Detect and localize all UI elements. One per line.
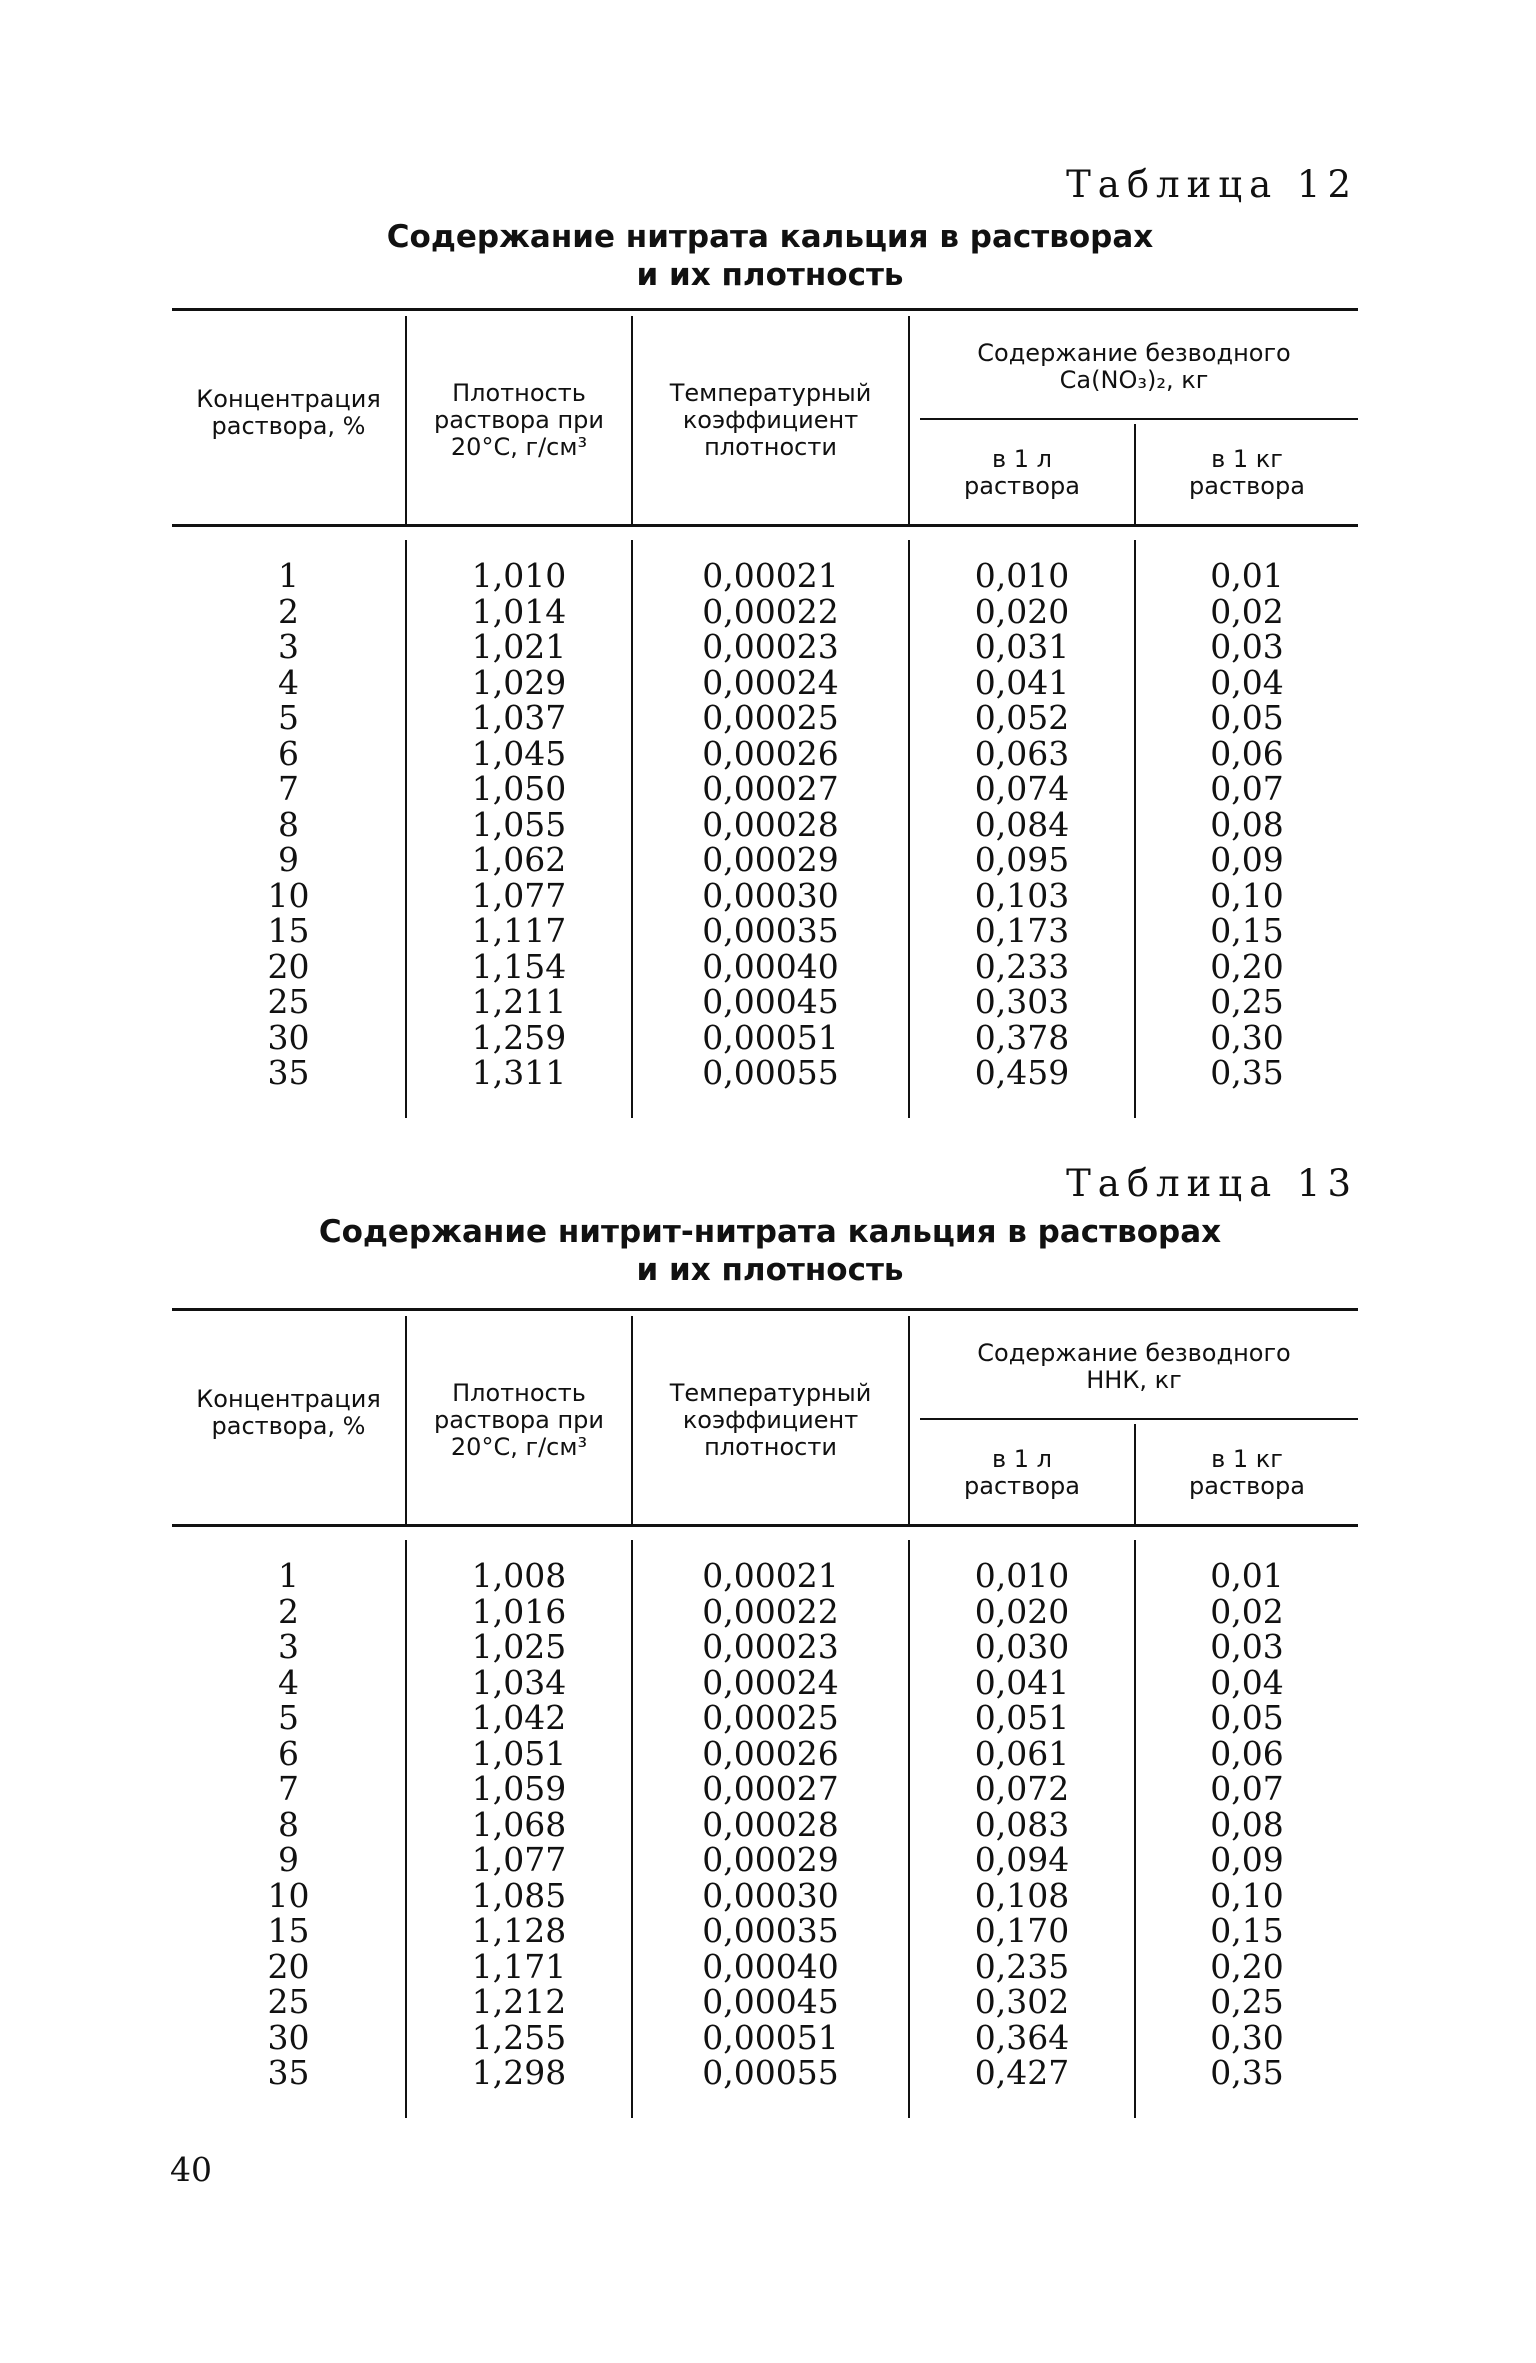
header-temp-coef: Температурный коэффициент плотности bbox=[669, 379, 872, 461]
table-cell: 15 bbox=[267, 1911, 310, 1950]
subheader-rule bbox=[920, 418, 1358, 420]
table-cell: 2 bbox=[278, 1591, 299, 1631]
table-cell: 0,03 bbox=[1210, 1627, 1284, 1666]
table-cell: 9 bbox=[278, 840, 299, 879]
table-cell: 0,30 bbox=[1210, 2017, 1284, 2057]
table-cell: 35 bbox=[267, 1053, 310, 1092]
table-cell: 0,235 bbox=[974, 1946, 1070, 1986]
table-cell: 0,170 bbox=[974, 1911, 1070, 1950]
table-cell: 1,068 bbox=[471, 1804, 567, 1844]
table-cell: 0,00027 bbox=[702, 1769, 839, 1808]
header-content-group: Содержание безводного Ca(NO₃)₂, кг bbox=[977, 339, 1291, 394]
table-cell: 0,00030 bbox=[702, 1875, 839, 1915]
table-cell: 1,042 bbox=[471, 1698, 567, 1737]
table-cell: 10 bbox=[267, 875, 310, 915]
density-table bbox=[172, 1308, 1358, 2178]
table-cell: 1,062 bbox=[471, 840, 567, 879]
table-cell: 1,171 bbox=[471, 1946, 567, 1986]
column-concentration bbox=[172, 1558, 405, 2091]
table-number-label: Таблица 12 bbox=[1066, 163, 1358, 206]
table-cell: 5 bbox=[278, 1698, 299, 1737]
density-table bbox=[172, 308, 1358, 1178]
table-cell: 1,077 bbox=[471, 1840, 567, 1879]
table-cell: 0,459 bbox=[974, 1053, 1070, 1092]
table-cell: 0,20 bbox=[1210, 946, 1284, 986]
table-cell: 0,09 bbox=[1210, 840, 1284, 879]
table-cell: 0,303 bbox=[974, 982, 1070, 1021]
table-cell: 0,09 bbox=[1210, 1840, 1284, 1879]
table-cell: 0,010 bbox=[974, 556, 1070, 595]
table-cell: 0,061 bbox=[974, 1733, 1070, 1773]
table-cell: 0,094 bbox=[974, 1840, 1070, 1879]
table-cell: 0,020 bbox=[974, 1591, 1070, 1631]
table-cell: 0,03 bbox=[1210, 627, 1284, 666]
table-cell: 0,00035 bbox=[702, 1911, 839, 1950]
table-cell: 0,00029 bbox=[702, 840, 839, 879]
table-cell: 0,00028 bbox=[702, 1804, 839, 1844]
table-cell: 10 bbox=[267, 1875, 310, 1915]
table-cell: 30 bbox=[267, 1017, 310, 1057]
table-cell: 1,045 bbox=[471, 733, 567, 773]
table-cell: 1,255 bbox=[471, 2017, 567, 2057]
table-cell: 1,037 bbox=[471, 698, 567, 737]
header-per-kg: в 1 кг раствора bbox=[1189, 1445, 1305, 1500]
table-cell: 0,00051 bbox=[702, 2017, 839, 2057]
table-cell: 0,01 bbox=[1210, 1556, 1284, 1595]
table-cell: 0,25 bbox=[1210, 982, 1284, 1021]
table-cell: 0,364 bbox=[974, 2017, 1070, 2057]
table-cell: 1,117 bbox=[471, 911, 567, 950]
subheader-rule bbox=[920, 1418, 1358, 1420]
table-cell: 1,212 bbox=[471, 1982, 567, 2021]
page-number: 40 bbox=[170, 2150, 212, 2189]
table-cell: 0,041 bbox=[974, 1662, 1070, 1702]
table-cell: 1,025 bbox=[471, 1627, 567, 1666]
table-cell: 0,302 bbox=[974, 1982, 1070, 2021]
table-cell: 0,00024 bbox=[702, 662, 839, 702]
table-cell: 0,173 bbox=[974, 911, 1070, 950]
table-cell: 0,072 bbox=[974, 1769, 1070, 1808]
header-density: Плотность раствора при 20°С, г/см³ bbox=[433, 379, 605, 461]
table-cell: 0,031 bbox=[974, 627, 1070, 666]
table-cell: 0,10 bbox=[1210, 1875, 1284, 1915]
table-cell: 0,00022 bbox=[702, 591, 839, 631]
table-cell: 0,20 bbox=[1210, 1946, 1284, 1986]
table-cell: 1,085 bbox=[471, 1875, 567, 1915]
table-cell: 3 bbox=[278, 627, 299, 666]
caption-line: и их плотность bbox=[636, 1252, 904, 1288]
column-per-kg bbox=[1136, 558, 1358, 1091]
table-cell: 0,07 bbox=[1210, 1769, 1284, 1808]
table-cell: 0,00023 bbox=[702, 1627, 839, 1666]
table-cell: 0,00027 bbox=[702, 769, 839, 808]
table-cell: 5 bbox=[278, 698, 299, 737]
table-cell: 1,298 bbox=[471, 2053, 567, 2092]
table-cell: 0,00029 bbox=[702, 1840, 839, 1879]
table-cell: 25 bbox=[267, 982, 310, 1021]
table-cell: 1,016 bbox=[471, 1591, 567, 1631]
column-density bbox=[407, 558, 631, 1091]
table-cell: 1 bbox=[278, 1556, 299, 1595]
table-cell: 1,051 bbox=[471, 1733, 567, 1773]
table-cell: 0,00045 bbox=[702, 1982, 839, 2021]
table-cell: 0,00025 bbox=[702, 1698, 839, 1737]
table-cell: 0,020 bbox=[974, 591, 1070, 631]
table-cell: 0,052 bbox=[974, 698, 1070, 737]
table-cell: 0,00035 bbox=[702, 911, 839, 950]
table-cell: 0,010 bbox=[974, 1556, 1070, 1595]
table-cell: 0,15 bbox=[1210, 1911, 1284, 1950]
header-per-liter: в 1 л раствора bbox=[964, 1445, 1080, 1500]
table-cell: 4 bbox=[278, 1662, 299, 1702]
table-cell: 4 bbox=[278, 662, 299, 702]
table-cell: 1,029 bbox=[471, 662, 567, 702]
header-density: Плотность раствора при 20°С, г/см³ bbox=[433, 1379, 605, 1461]
column-concentration bbox=[172, 558, 405, 1091]
table-cell: 3 bbox=[278, 1627, 299, 1666]
table-cell: 0,04 bbox=[1210, 662, 1284, 702]
table-cell: 0,00021 bbox=[702, 1556, 839, 1595]
table-cell: 0,00023 bbox=[702, 627, 839, 666]
table-cell: 1 bbox=[278, 556, 299, 595]
table-cell: 1,050 bbox=[471, 769, 567, 808]
table-cell: 8 bbox=[278, 804, 299, 844]
table-cell: 0,05 bbox=[1210, 1698, 1284, 1737]
table-cell: 0,00021 bbox=[702, 556, 839, 595]
table-cell: 0,00024 bbox=[702, 1662, 839, 1702]
table-cell: 1,211 bbox=[471, 982, 567, 1021]
table-top-rule bbox=[172, 1308, 1358, 1311]
table-cell: 0,427 bbox=[974, 2053, 1070, 2092]
table-caption bbox=[170, 218, 1370, 294]
table-cell: 7 bbox=[278, 1769, 299, 1808]
table-cell: 1,014 bbox=[471, 591, 567, 631]
table-cell: 0,00040 bbox=[702, 946, 839, 986]
table-cell: 20 bbox=[267, 1946, 310, 1986]
table-cell: 1,021 bbox=[471, 627, 567, 666]
table-cell: 0,084 bbox=[974, 804, 1070, 844]
header-per-liter: в 1 л раствора bbox=[964, 445, 1080, 500]
table-cell: 0,05 bbox=[1210, 698, 1284, 737]
table-cell: 0,00025 bbox=[702, 698, 839, 737]
table-cell: 1,259 bbox=[471, 1017, 567, 1057]
table-cell: 0,00030 bbox=[702, 875, 839, 915]
table-cell: 0,07 bbox=[1210, 769, 1284, 808]
table-cell: 0,378 bbox=[974, 1017, 1070, 1057]
table-cell: 0,095 bbox=[974, 840, 1070, 879]
table-cell: 6 bbox=[278, 1733, 299, 1773]
table-cell: 0,30 bbox=[1210, 1017, 1284, 1057]
column-per-liter bbox=[910, 558, 1134, 1091]
table-cell: 1,154 bbox=[471, 946, 567, 986]
header-concentration: Концентрация раствора, % bbox=[196, 385, 381, 440]
table-cell: 1,010 bbox=[471, 556, 567, 595]
table-cell: 0,074 bbox=[974, 769, 1070, 808]
table-cell: 0,00026 bbox=[702, 733, 839, 773]
table-cell: 0,051 bbox=[974, 1698, 1070, 1737]
table-cell: 0,030 bbox=[974, 1627, 1070, 1666]
table-cell: 0,00040 bbox=[702, 1946, 839, 1986]
table-caption bbox=[170, 1213, 1370, 1289]
table-cell: 7 bbox=[278, 769, 299, 808]
table-cell: 0,00022 bbox=[702, 1591, 839, 1631]
table-cell: 0,108 bbox=[974, 1875, 1070, 1915]
table-cell: 1,059 bbox=[471, 1769, 567, 1808]
table-cell: 0,35 bbox=[1210, 1053, 1284, 1092]
table-cell: 20 bbox=[267, 946, 310, 986]
column-density bbox=[407, 1558, 631, 2091]
table-cell: 9 bbox=[278, 1840, 299, 1879]
table-cell: 0,02 bbox=[1210, 591, 1284, 631]
header-per-kg: в 1 кг раствора bbox=[1189, 445, 1305, 500]
column-temp-coef bbox=[633, 1558, 908, 2091]
table-cell: 0,01 bbox=[1210, 556, 1284, 595]
table-cell: 1,008 bbox=[471, 1556, 567, 1595]
table-cell: 0,00045 bbox=[702, 982, 839, 1021]
table-cell: 25 bbox=[267, 1982, 310, 2021]
table-cell: 0,06 bbox=[1210, 733, 1284, 773]
header-bottom-rule bbox=[172, 1524, 1358, 1527]
table-cell: 0,00026 bbox=[702, 1733, 839, 1773]
column-temp-coef bbox=[633, 558, 908, 1091]
table-cell: 15 bbox=[267, 911, 310, 950]
table-cell: 8 bbox=[278, 1804, 299, 1844]
table-cell: 0,083 bbox=[974, 1804, 1070, 1844]
table-cell: 1,034 bbox=[471, 1662, 567, 1702]
table-cell: 1,311 bbox=[471, 1053, 567, 1092]
table-cell: 0,00051 bbox=[702, 1017, 839, 1057]
table-cell: 35 bbox=[267, 2053, 310, 2092]
table-cell: 6 bbox=[278, 733, 299, 773]
table-cell: 0,06 bbox=[1210, 1733, 1284, 1773]
column-per-kg bbox=[1136, 1558, 1358, 2091]
table-cell: 0,10 bbox=[1210, 875, 1284, 915]
table-cell: 0,25 bbox=[1210, 1982, 1284, 2021]
table-cell: 1,055 bbox=[471, 804, 567, 844]
table-cell: 0,15 bbox=[1210, 911, 1284, 950]
table-cell: 0,08 bbox=[1210, 1804, 1284, 1844]
header-bottom-rule bbox=[172, 524, 1358, 527]
table-cell: 0,233 bbox=[974, 946, 1070, 986]
table-cell: 0,35 bbox=[1210, 2053, 1284, 2092]
table-cell: 30 bbox=[267, 2017, 310, 2057]
table-cell: 0,00055 bbox=[702, 2053, 839, 2092]
table-cell: 0,08 bbox=[1210, 804, 1284, 844]
table-top-rule bbox=[172, 308, 1358, 311]
caption-line: и их плотность bbox=[636, 257, 904, 293]
table-cell: 0,00028 bbox=[702, 804, 839, 844]
caption-line: Содержание нитрата кальция в растворах bbox=[386, 219, 1154, 255]
table-cell: 0,103 bbox=[974, 875, 1070, 915]
column-per-liter bbox=[910, 1558, 1134, 2091]
table-cell: 0,00055 bbox=[702, 1053, 839, 1092]
table-cell: 0,041 bbox=[974, 662, 1070, 702]
header-content-group: Содержание безводного ННК, кг bbox=[977, 1339, 1291, 1394]
header-temp-coef: Температурный коэффициент плотности bbox=[669, 1379, 872, 1461]
table-cell: 0,04 bbox=[1210, 1662, 1284, 1702]
caption-line: Содержание нитрит-нитрата кальция в растворах bbox=[318, 1214, 1222, 1250]
table-cell: 1,128 bbox=[471, 1911, 567, 1950]
table-cell: 0,02 bbox=[1210, 1591, 1284, 1631]
table-cell: 0,063 bbox=[974, 733, 1070, 773]
table-number-label: Таблица 13 bbox=[1066, 1162, 1358, 1205]
table-cell: 1,077 bbox=[471, 875, 567, 915]
table-cell: 2 bbox=[278, 591, 299, 631]
header-concentration: Концентрация раствора, % bbox=[196, 1385, 381, 1440]
